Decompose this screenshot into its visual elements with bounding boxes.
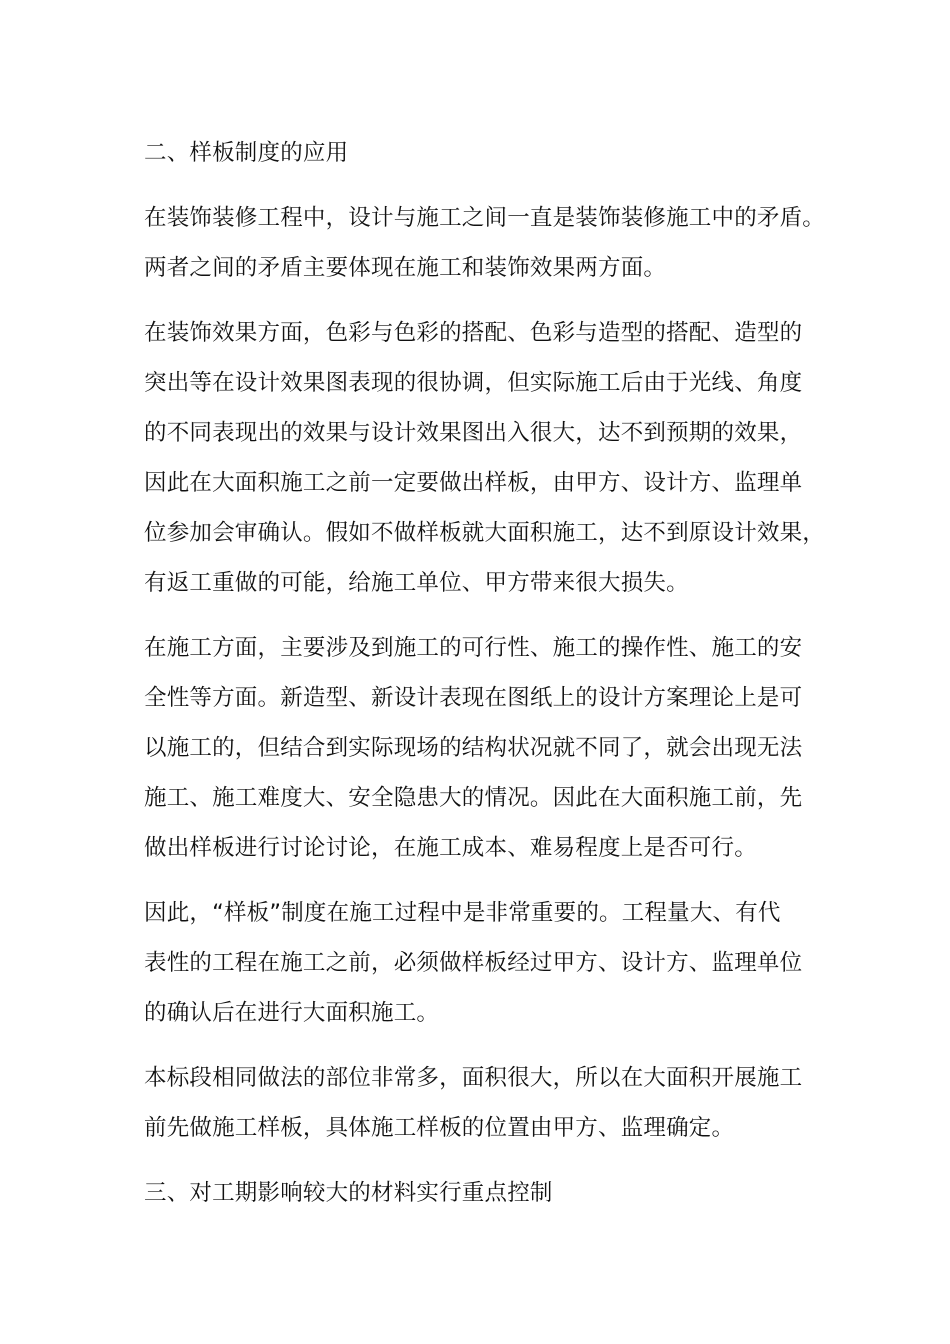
section-heading-text: 二、样板制度的应用 xyxy=(144,140,349,166)
paragraph-line: 表性的工程在施工之前，必须做样板经过甲方、设计方、监理单位 xyxy=(144,950,803,976)
paragraph-line: 以施工的，但结合到实际现场的结构状况就不同了，就会出现无法 xyxy=(144,735,803,761)
paragraph-line: 在装饰效果方面，色彩与色彩的搭配、色彩与造型的搭配、造型的 xyxy=(144,320,803,346)
paragraph-line: 位参加会审确认。假如不做样板就大面积施工，达不到原设计效果， xyxy=(144,520,826,546)
paragraph-line: 施工、施工难度大、安全隐患大的情况。因此在大面积施工前，先 xyxy=(144,785,803,811)
section-heading-3 xyxy=(144,1168,834,1218)
paragraph-line: 的确认后在进行大面积施工。 xyxy=(144,1000,440,1026)
paragraph-line: 有返工重做的可能，给施工单位、甲方带来很大损失。 xyxy=(144,570,689,596)
paragraph-line: 本标段相同做法的部位非常多，面积很大，所以在大面积开展施工 xyxy=(144,1065,803,1091)
paragraph-line: 两者之间的矛盾主要体现在施工和装饰效果两方面。 xyxy=(144,255,667,281)
section-heading-2 xyxy=(144,128,834,178)
paragraph-line: 的不同表现出的效果与设计效果图出入很大，达不到预期的效果， xyxy=(144,420,803,446)
paragraph-3 xyxy=(144,623,834,873)
document-body xyxy=(144,128,834,1233)
paragraph-line: 因此，“样板”制度在施工过程中是非常重要的。工程量大、有代 xyxy=(144,900,781,926)
paragraph-2 xyxy=(144,308,834,608)
paragraph-line: 在装饰装修工程中，设计与施工之间一直是装饰装修施工中的矛盾。 xyxy=(144,205,826,231)
paragraph-line: 突出等在设计效果图表现的很协调，但实际施工后由于光线、角度 xyxy=(144,370,803,396)
paragraph-1 xyxy=(144,193,834,293)
paragraph-line: 前先做施工样板，具体施工样板的位置由甲方、监理确定。 xyxy=(144,1115,735,1141)
paragraph-line: 在施工方面，主要涉及到施工的可行性、施工的操作性、施工的安 xyxy=(144,635,803,661)
paragraph-5 xyxy=(144,1053,834,1153)
paragraph-line: 做出样板进行讨论讨论，在施工成本、难易程度上是否可行。 xyxy=(144,835,757,861)
section-heading-text: 三、对工期影响较大的材料实行重点控制 xyxy=(144,1180,553,1206)
paragraph-line: 全性等方面。新造型、新设计表现在图纸上的设计方案理论上是可 xyxy=(144,685,803,711)
paragraph-line: 因此在大面积施工之前一定要做出样板，由甲方、设计方、监理单 xyxy=(144,470,803,496)
paragraph-4 xyxy=(144,888,834,1038)
